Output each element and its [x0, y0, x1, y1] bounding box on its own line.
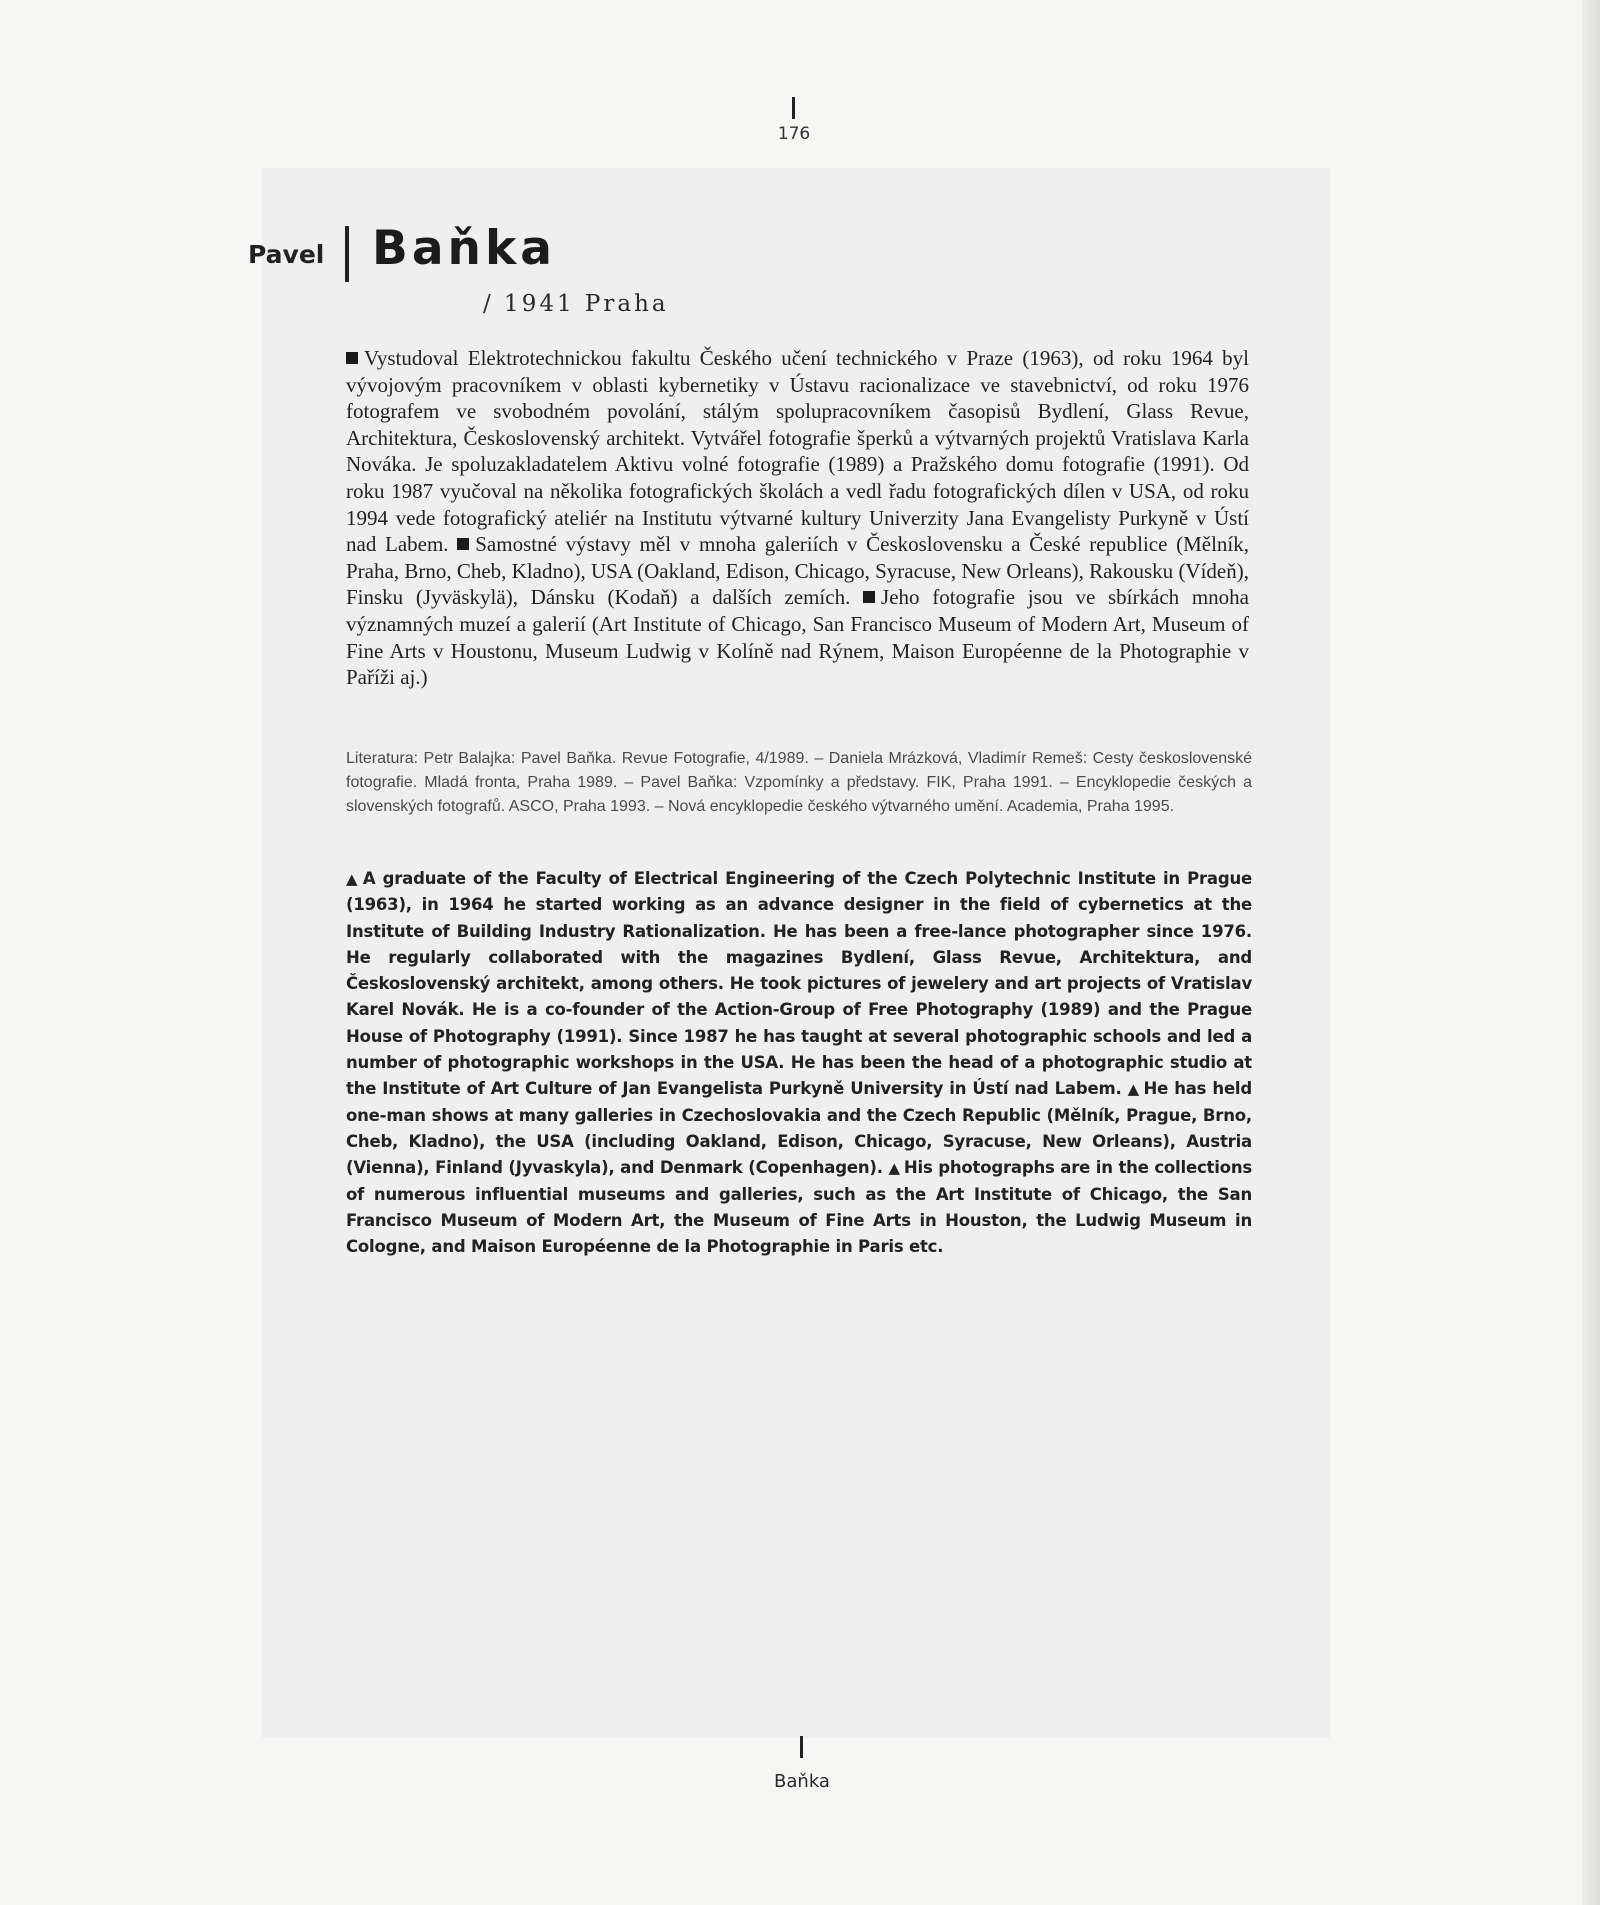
czech-bio-education: Vystudoval Elektrotechnickou fakultu Českého učení technického v Praze (1963), od roku 1964 byl vývojovým pracovníkem v oblasti kybernetiky v Ústavu racionalizace ve stavebnictví, od roku 1976 fotografem ve svobodném povolání, stálým spolupracovníkem časopisů Bydlení, Glass Revue, Architektura, Československý architekt. Vytvářel fotografie šperků a výtvarných projektů Vratislava Karla Nováka. Je spoluzakladatelem Aktivu volné fotografie (1989) a Pražského domu fotografie (1991). Od roku 1987 vyučoval na několika fotografických školách a vedl řadu fotografických dílen v USA, od roku 1994 vede fotografický ateliér na Institutu výtvarné kultury Univerzity Jana Evangelisty Purkyně v Ústí nad Labem. [346, 346, 1249, 557]
czech-bio-collections: Jeho fotografie jsou ve sbírkách mnoha významných muzeí a galerií (Art Institute of Chicago, San Francisco Museum of Modern Art, Museum of Fine Arts v Houstonu, Museum Ludwig v Kolíně nad Rýnem, Maison Européenne de la Photographie v Paříži aj.) [346, 585, 1250, 690]
czech-bio-exhibitions: Samostné výstavy měl v mnoha galeriích v Československu a České republice (Mělník, Praha, Brno, Cheb, Kladno), USA (Oakland, Edison, Chicago, Syracuse, New Orleans), Rakousku (Vídeň), Finsku (Jyväskylä), Dánsku (Kodaň) a dalších zemích. [346, 532, 1250, 610]
triangle-bullet-icon: ▲ [1127, 1080, 1140, 1099]
triangle-bullet-icon: ▲ [346, 870, 359, 888]
english-bio-collections: His photographs are in the collections of numerous influential museums and galleries, such as the Art Institute of Chicago, the San Francisco Museum of Modern Art, the Museum of Fine Arts in Houston, the Ludwig Museum in Cologne, and Maison Européenne de la Photographie in Paris etc. [346, 1158, 1252, 1257]
czech-biography [346, 345, 1249, 691]
footer-name: Baňka [774, 1771, 830, 1792]
page-number: 176 [777, 124, 811, 144]
triangle-bullet-icon: ▲ [888, 1159, 900, 1178]
footer-tick [800, 1736, 803, 1758]
last-name: Baňka [372, 221, 556, 276]
english-bio-education: A graduate of the Faculty of Electrical Engineering of the Czech Polytechnic Institute in Prague (1963), in 1964 he started working as an advance designer in the field of cybernetics at the Institute of Building Industry Rationalization. He has been a free-lance photographer since 1976. He regularly collaborated with the magazines Bydlení, Glass Revue, Architektura, and Československý architekt, among others. He took pictures of jewelery and art projects of Vratislav Karel Novák. He is a co-founder of the Action-Group of Free Photography (1989) and the Prague House of Photography (1991). Since 1987 he has taught at several photographic schools and led a number of photographic workshops in the USA. He has been the head of a photographic studio at the Institute of Art Culture of Jan Evangelista Purkyně University in Ústí nad Labem. [346, 869, 1252, 1099]
page-number-tick [792, 97, 795, 119]
english-bio-exhibitions: He has held one-man shows at many galleries in Czechoslovakia and the Czech Republic (Mělník, Prague, Brno, Cheb, Kladno), the USA (including Oakland, Edison, Chicago, Syracuse, New Orleans), Austria (Vienna), Finland (Jyvaskyla), and Denmark (Copenhagen). [346, 1079, 1252, 1178]
page-edge [1582, 0, 1600, 1905]
square-bullet-icon [346, 352, 358, 364]
name-divider [345, 226, 349, 282]
square-bullet-icon [457, 538, 469, 550]
square-bullet-icon [863, 591, 875, 603]
birth-info: / 1941 Praha [483, 291, 669, 317]
literature-references: Literatura: Petr Balajka: Pavel Baňka. Revue Fotografie, 4/1989. – Daniela Mrázková, Vladimír Remeš: Cesty československé fotografie. Mladá fronta, Praha 1989. – Pavel Baňka: Vzpomínky a představy. FIK, Praha 1991. – Encyklopedie českých a slovenských fotografů. ASCO, Praha 1993. – Nová encyklopedie českého výtvarného umění. Academia, Praha 1995. [346, 750, 1252, 815]
english-biography [346, 866, 1252, 1260]
first-name: Pavel [248, 240, 325, 269]
